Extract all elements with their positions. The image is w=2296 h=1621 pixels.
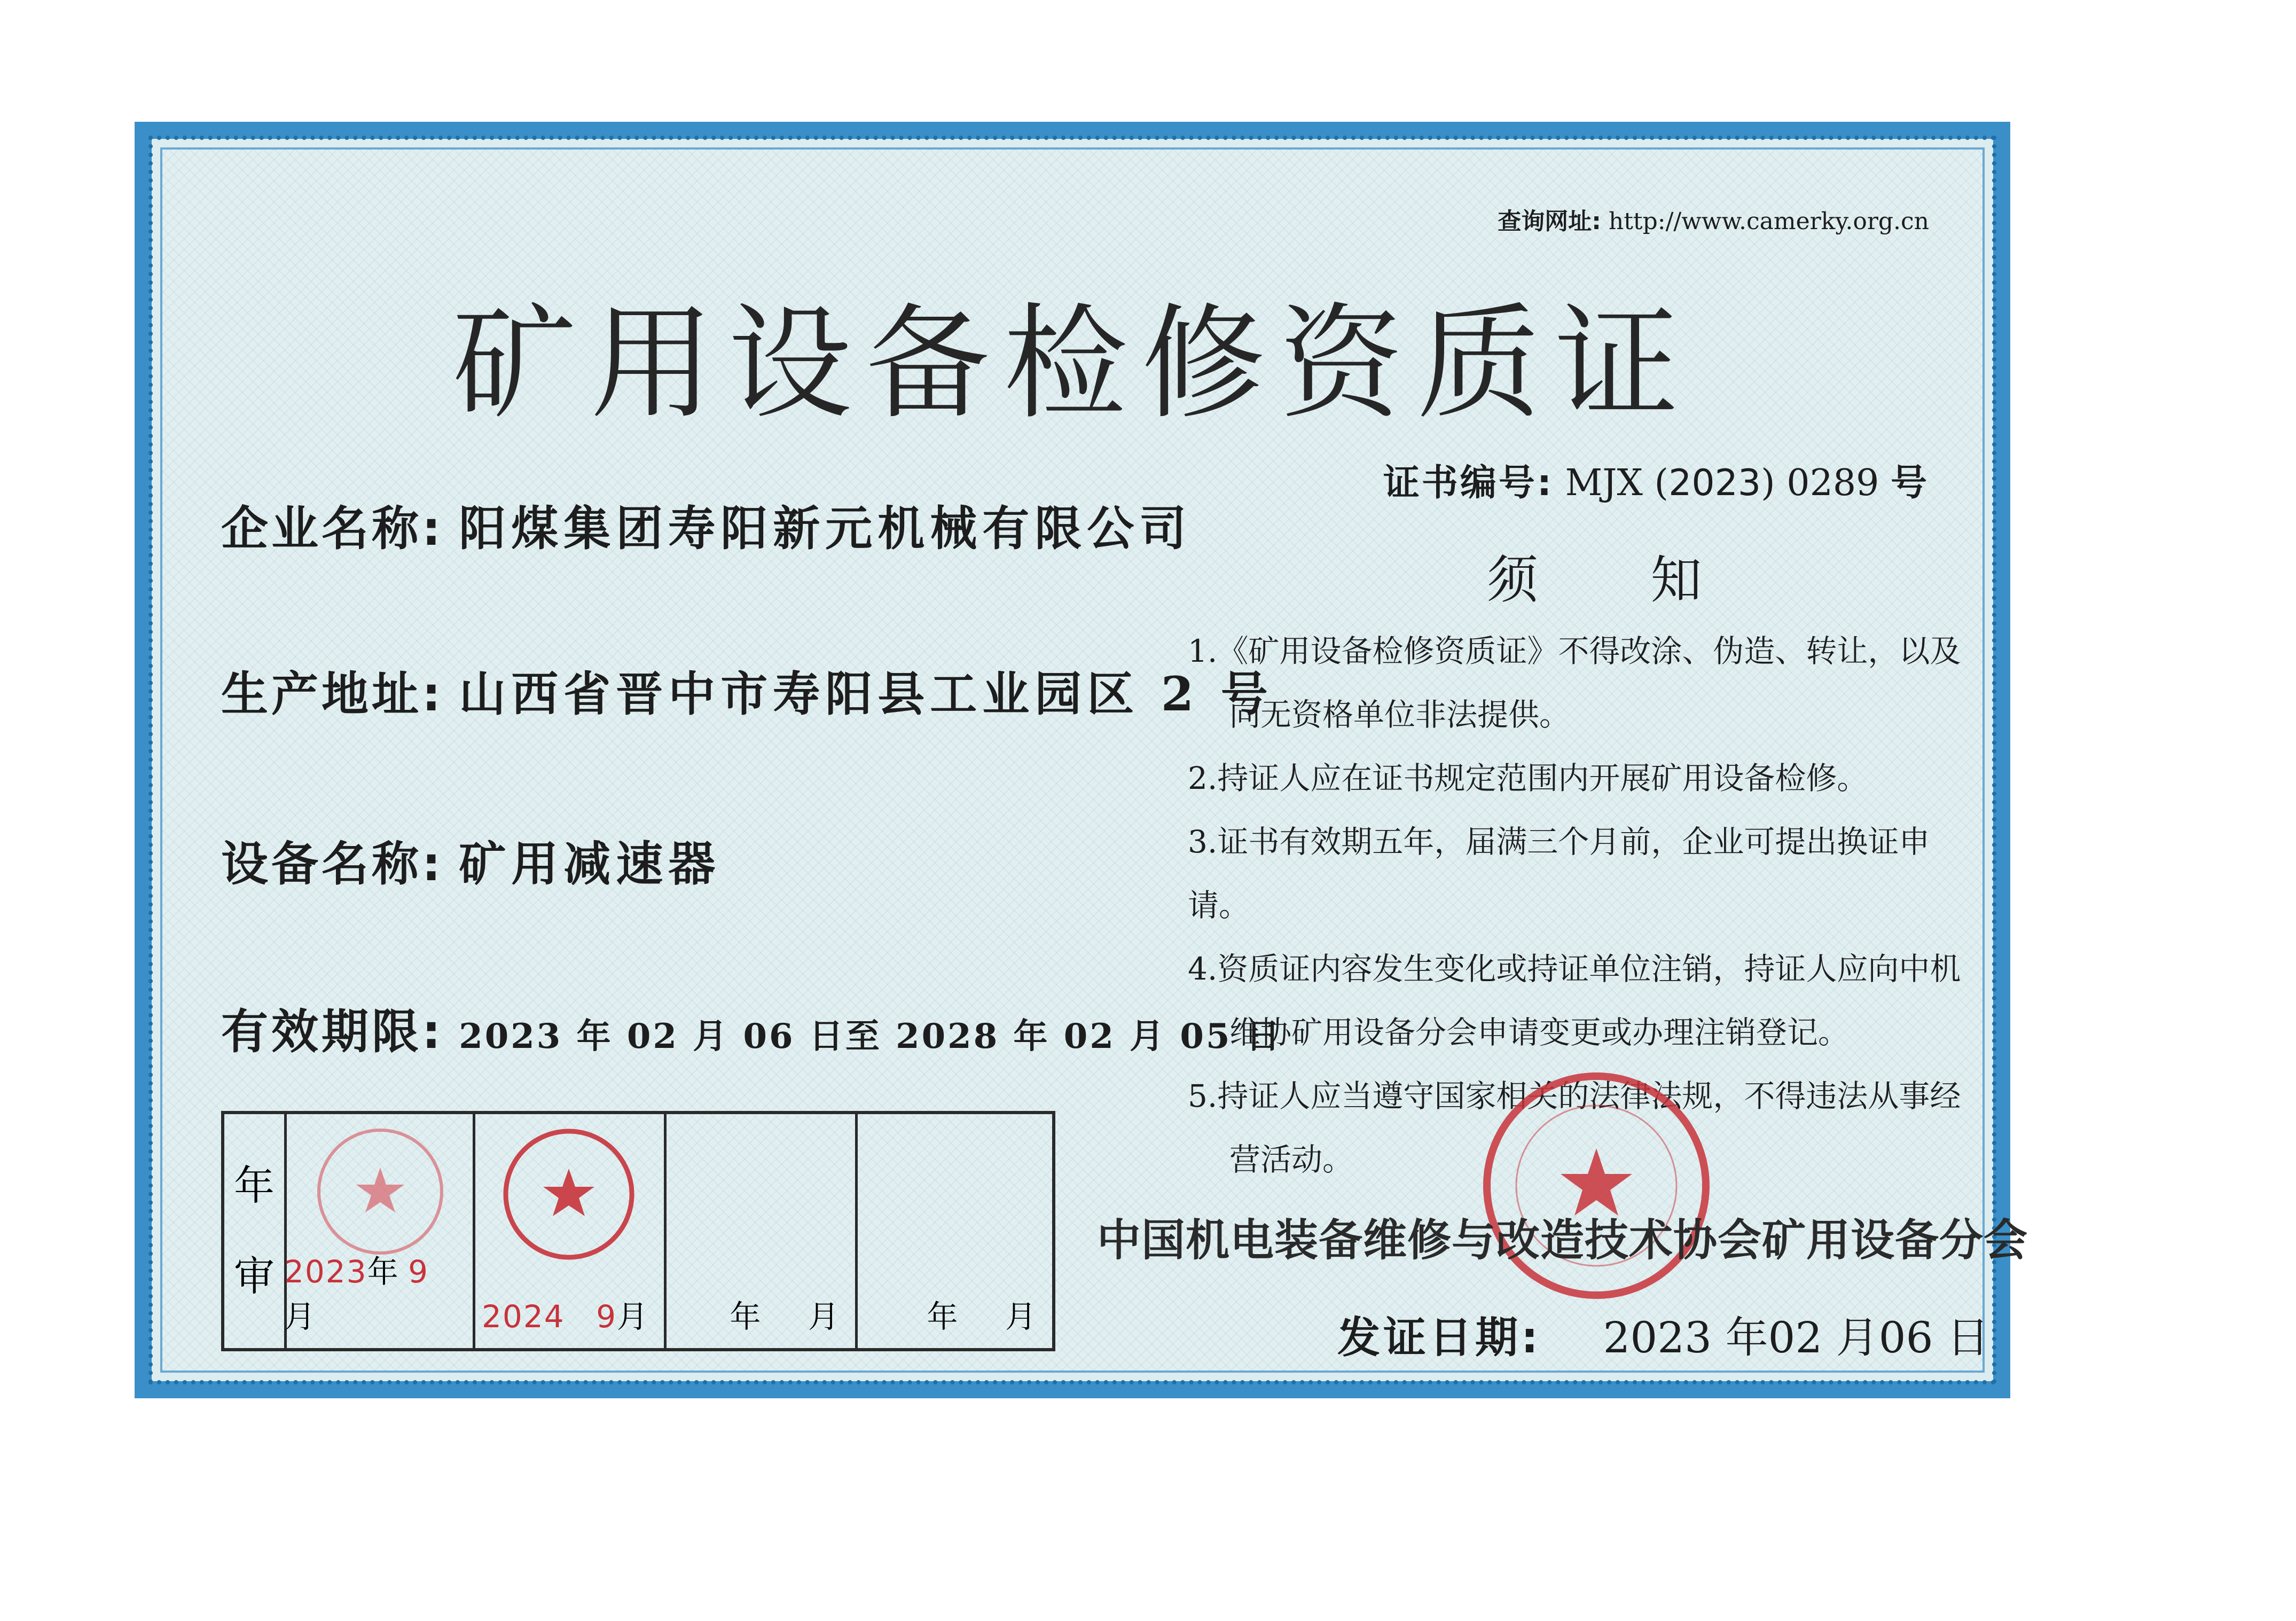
annual-review-table [221, 1111, 1055, 1351]
field-company-key: 企业名称: [221, 501, 444, 556]
review-date-2-month-suffix: 月 [616, 1298, 648, 1335]
issuer-name: 中国机电装备维修与改造技术协会矿用设备分会 [1097, 1215, 2028, 1266]
issuer-seal [1479, 1068, 1714, 1303]
field-equipment-value: 矿用减速器 [459, 836, 721, 891]
review-date-3-year-suffix: 年 [730, 1298, 761, 1335]
field-company [221, 491, 1192, 559]
field-address-value: 山西省晋中市寿阳县工业园区 2 号 [459, 666, 1273, 722]
review-date-1-year: 2023 [284, 1254, 367, 1290]
review-cell-1 [284, 1114, 475, 1348]
notice-title: 须 知 [1487, 550, 1750, 610]
review-date-4-year-suffix: 年 [927, 1298, 958, 1335]
field-company-value: 阳煤集团寿阳新元机械有限公司 [459, 500, 1192, 556]
notice-item-1-cont: 向无资格单位非法提供。 [1229, 696, 1571, 733]
field-equipment-key: 设备名称: [221, 836, 444, 891]
review-date-2-year: 2024 [482, 1298, 565, 1335]
notice-item-5: 5.持证人应当遵守国家相关的法律法规，不得违法从事经 [1188, 1078, 1961, 1114]
notice-item-4-cont: 维协矿用设备分会申请变更或办理注销登记。 [1229, 1014, 1850, 1051]
review-date-2-month: 9 [596, 1298, 617, 1335]
field-validity [221, 994, 1282, 1062]
review-date-3 [730, 1291, 839, 1336]
annual-review-label-bottom: 审 [234, 1252, 275, 1300]
review-date-1-year-suffix: 年 [367, 1254, 398, 1290]
issue-date [1337, 1303, 1989, 1365]
field-address-key: 生产地址: [221, 667, 444, 722]
field-address [221, 657, 1273, 724]
review-date-3-month-suffix: 月 [808, 1298, 839, 1335]
query-url-value: http://www.camerky.org.cn [1608, 208, 1929, 235]
review-stamp-1 [314, 1125, 447, 1258]
review-cell-3 [667, 1114, 858, 1348]
review-stamp-2 [499, 1125, 638, 1264]
issue-date-value: 2023 年02 月06 日 [1603, 1313, 1989, 1362]
query-url-label: 查询网址: [1498, 208, 1601, 235]
certificate-number-suffix: ) 0289 [1761, 462, 1879, 504]
notice-item-4: 4.资质证内容发生变化或持证单位注销，持证人应向中机 [1188, 951, 1961, 987]
notice-item-1 [1188, 620, 1978, 683]
certificate [135, 122, 2028, 1398]
review-date-4-month-suffix: 月 [1005, 1298, 1036, 1335]
review-cell-2 [475, 1114, 667, 1348]
certificate-number-year: 2023 [1668, 462, 1761, 504]
issue-date-label: 发证日期: [1337, 1313, 1541, 1362]
certificate-title: 矿用设备检修资质证 [452, 292, 1692, 436]
annual-review-label [224, 1114, 287, 1348]
query-url [1498, 202, 1929, 236]
field-validity-key: 有效期限: [221, 1004, 444, 1059]
certificate-body [160, 147, 2028, 1373]
notice-item-2: 2.持证人应在证书规定范围内开展矿用设备检修。 [1188, 760, 1868, 796]
review-cell-4 [858, 1114, 1052, 1348]
notice-item-1-line1: 1.《矿用设备检修资质证》不得改涂、伪造、转让，以及 [1188, 633, 1961, 669]
review-date-1-month-suffix: 月 [284, 1298, 316, 1335]
field-validity-value: 2023 年 02 月 06 日至 2028 年 02 月 05 日 [459, 1016, 1282, 1056]
certificate-number-label: 证书编号: [1383, 462, 1554, 504]
certificate-number-unit: 号 [1890, 462, 1929, 504]
review-date-4 [927, 1291, 1036, 1336]
notice-item-3: 3.证书有效期五年，届满三个月前，企业可提出换证申请。 [1188, 824, 1930, 923]
annual-review-label-top: 年 [234, 1162, 275, 1209]
review-date-1-month: 9 [408, 1254, 429, 1290]
review-date-2 [482, 1291, 648, 1336]
notice-item-5-cont: 营活动。 [1229, 1141, 1354, 1178]
certificate-number-prefix: MJX ( [1565, 462, 1669, 504]
review-date-1 [284, 1247, 457, 1336]
field-equipment [221, 827, 720, 894]
certificate-number [1383, 454, 1929, 506]
